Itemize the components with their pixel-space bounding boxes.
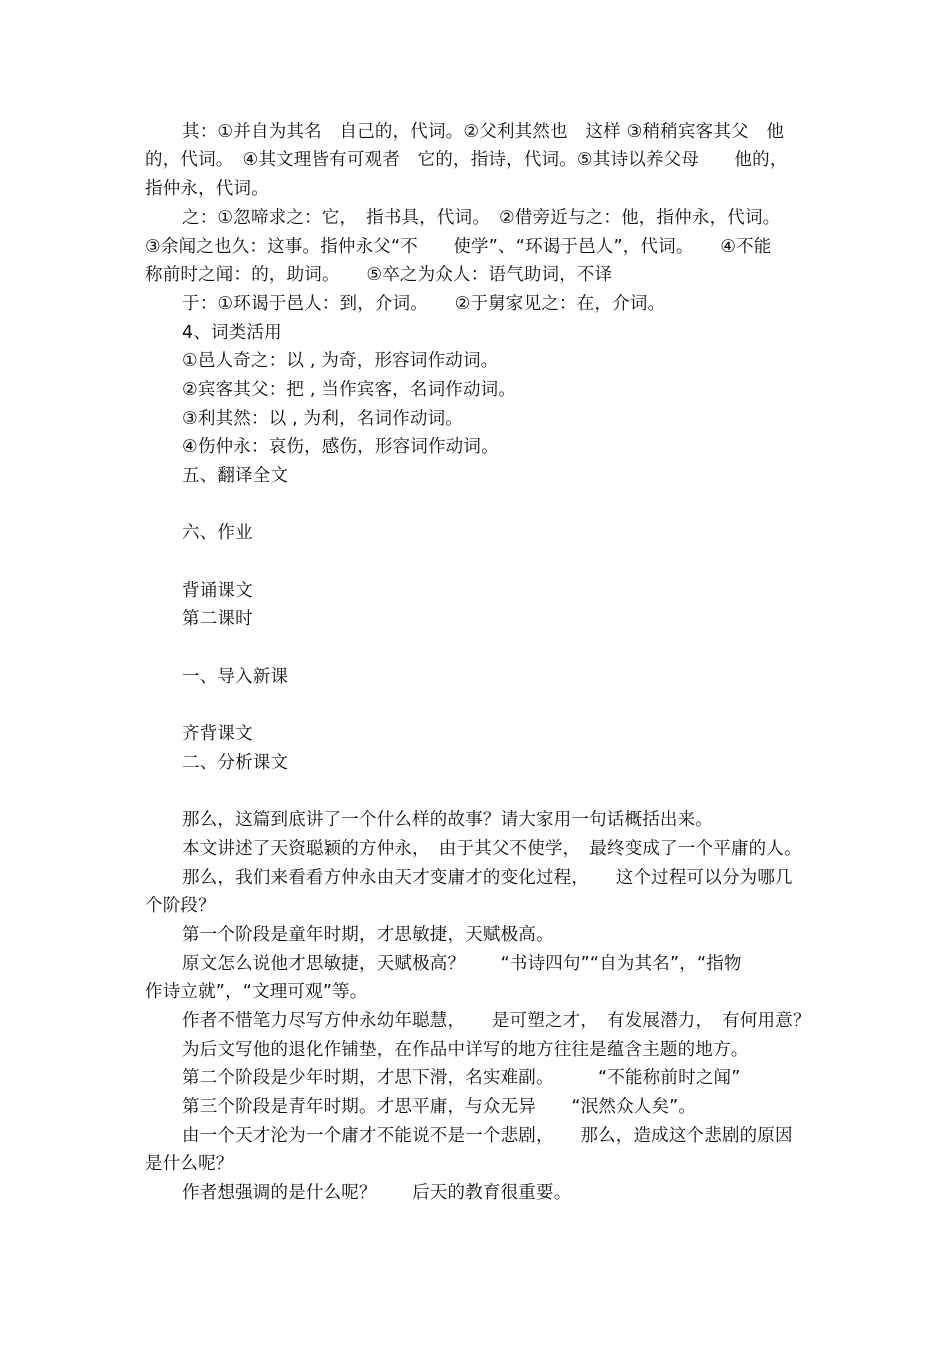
text-line: 于：①环谒于邑人：到，介词。 ②于舅家见之：在，介词。 <box>182 294 666 314</box>
section-heading: 五、翻译全文 <box>182 466 289 486</box>
text-line: 作诗立就”，“文理可观”等。 <box>145 982 368 1002</box>
text-line: 其：①并自为其名 自己的，代词。②父利其然也 这样 ③稍稍宾客其父 他 <box>182 122 785 142</box>
text-line: 指仲永，代词。 <box>145 179 269 199</box>
section-heading: 二、分析课文 <box>182 753 289 773</box>
text-line: 背诵课文 <box>182 581 253 601</box>
text-line: 个阶段？ <box>145 896 216 916</box>
text-line: 本文讲述了天资聪颖的方仲永， 由于其父不使学， 最终变成了一个平庸的人。 <box>182 839 802 859</box>
text-line: 作者不惜笔力尽写方仲永幼年聪慧， 是可塑之才， 有发展潜力， 有何用意？ <box>182 1011 811 1031</box>
text-line: 第一个阶段是童年时期，才思敏捷，天赋极高。 <box>182 925 554 945</box>
text-line: 为后文写他的退化作铺垫，在作品中详写的地方往往是蕴含主题的地方。 <box>182 1040 749 1060</box>
text-line: 称前时之闻：的，助词。 ⑤卒之为众人：语气助词，不译 <box>145 265 613 285</box>
text-line: 的，代词。 ④其文理皆有可观者 它的，指诗，代词。⑤其诗以养父母 他的， <box>145 150 788 170</box>
text-line: 齐背课文 <box>182 724 253 744</box>
text-line: 那么，这篇到底讲了一个什么样的故事？请大家用一句话概括出来。 <box>182 810 713 830</box>
section-heading: 第二课时 <box>182 609 253 629</box>
text-line: 那么，我们来看看方仲永由天才变庸才的变化过程， 这个过程可以分为哪几 <box>182 868 793 888</box>
text-line: 第二个阶段是少年时期，才思下滑，名实难副。 “不能称前时之闻” <box>182 1068 741 1088</box>
section-heading: 六、作业 <box>182 523 253 543</box>
section-heading: 一、导入新课 <box>182 667 289 687</box>
text-line: 作者想强调的是什么呢？ 后天的教育很重要。 <box>182 1183 572 1203</box>
text-line: ③利其然：以 , 为利，名词作动词。 <box>182 409 463 429</box>
text-line: 由一个天才沦为一个庸才不能说不是一个悲剧， 那么，造成这个悲剧的原因 <box>182 1126 793 1146</box>
text-line: ④伤仲永：哀伤，感伤，形容词作动词。 <box>182 437 499 457</box>
section-heading: 4、词类活用 <box>182 323 282 343</box>
text-line: ③余闻之也久：这事。指仲永父“不 使学”、“环谒于邑人”，代词。 ④不能 <box>145 237 772 257</box>
text-line: 原文怎么说他才思敏捷，天赋极高？ “书诗四句”“自为其名”，“指物 <box>182 954 742 974</box>
text-line: ②宾客其父：把 , 当作宾客，名词作动词。 <box>182 380 517 400</box>
text-line: 是什么呢？ <box>145 1154 234 1174</box>
text-line: ①邑人奇之：以 , 为奇，形容词作动词。 <box>182 351 499 371</box>
text-line: 第三个阶段是青年时期。才思平庸，与众无异 “泯然众人矣”。 <box>182 1097 697 1117</box>
text-line: 之：①忽啼求之：它， 指书具，代词。 ②借旁近与之：他，指仲永，代词。 <box>182 208 781 228</box>
